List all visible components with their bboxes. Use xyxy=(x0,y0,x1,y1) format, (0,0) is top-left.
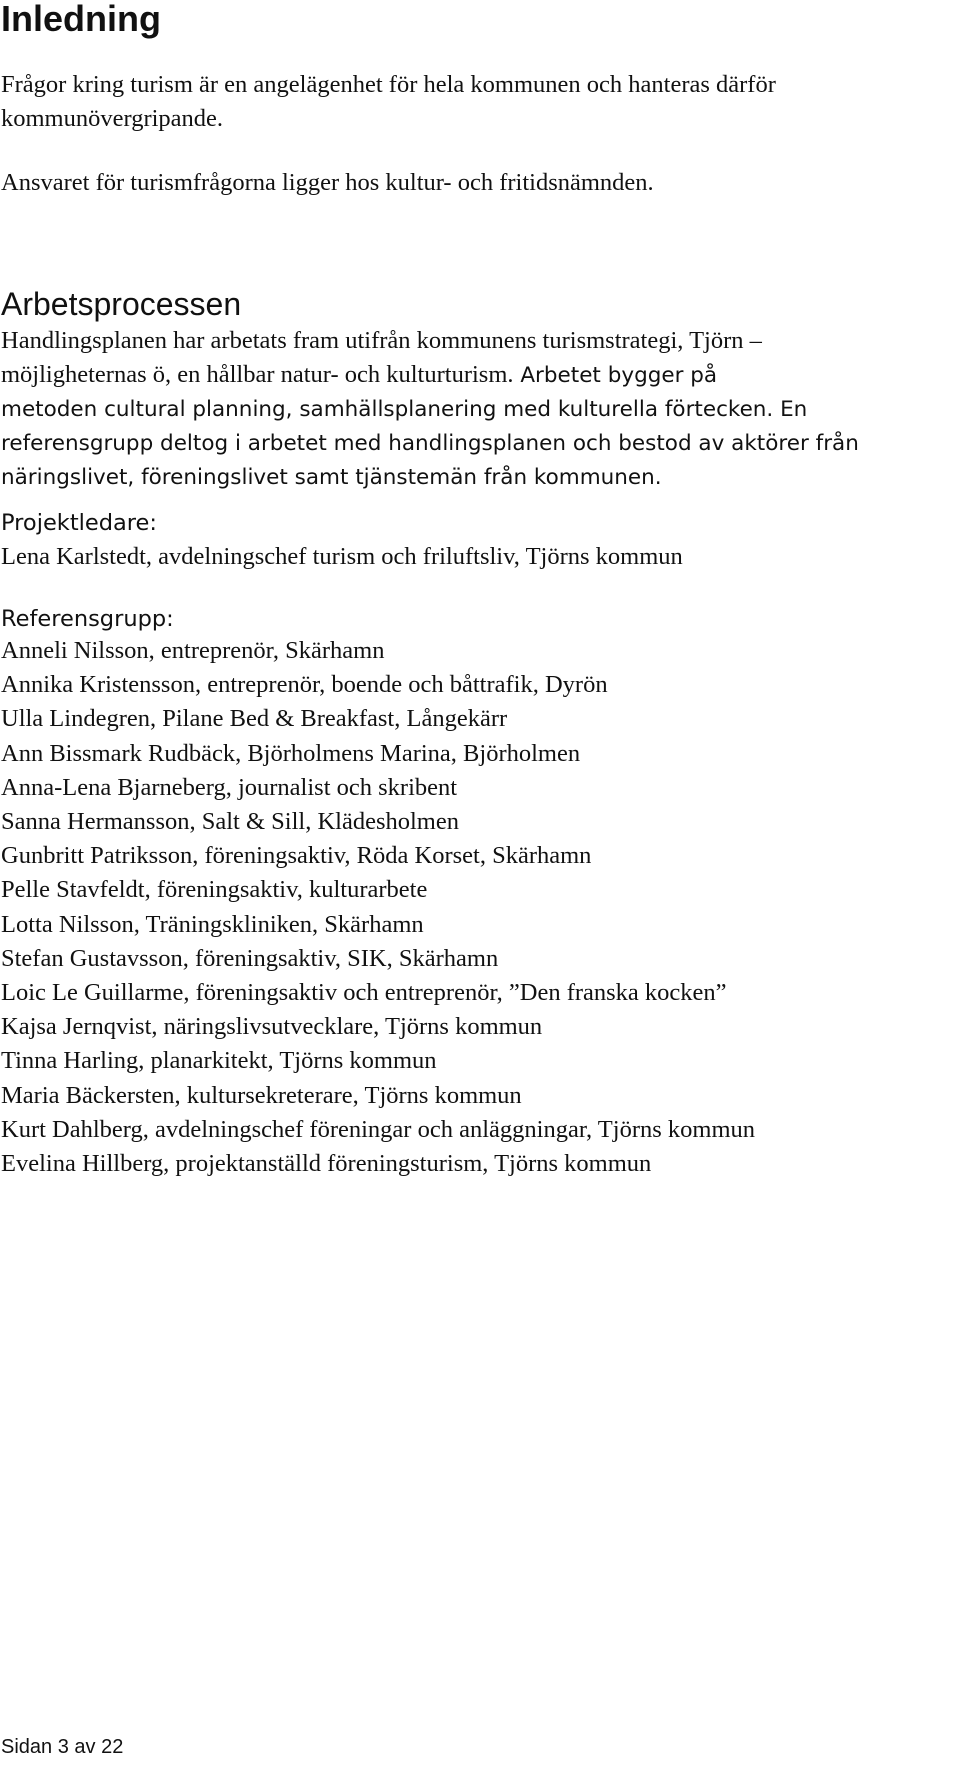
process-line-5: näringslivet, föreningslivet samt tjänstemän från kommunen. xyxy=(1,465,662,490)
process-line-4: referensgrupp deltog i arbetet med handlingsplanen och bestod av aktörer från xyxy=(1,431,859,456)
intro-paragraph-2 xyxy=(1,166,951,200)
list-item: Ulla Lindegren, Pilane Bed & Breakfast, Långekärr xyxy=(1,705,508,733)
list-item: Anna-Lena Bjarneberg, journalist och skribent xyxy=(1,773,458,801)
list-item: Pelle Stavfeldt, föreningsaktiv, kulturarbete xyxy=(1,876,428,904)
list-item: Sanna Hermansson, Salt & Sill, Klädesholmen xyxy=(1,808,459,836)
process-line-3: metoden cultural planning, samhällsplanering med kulturella förtecken. En xyxy=(1,397,808,422)
list-item: Tinna Harling, planarkitekt, Tjörns kommun xyxy=(1,1047,437,1075)
list-item: Stefan Gustavsson, föreningsaktiv, SIK, Skärhamn xyxy=(1,944,499,972)
project-lead-value xyxy=(1,540,951,574)
list-item: Gunbritt Patriksson, föreningsaktiv, Röda Korset, Skärhamn xyxy=(1,842,592,870)
intro-paragraph-1-line-2: kommunövergripande. xyxy=(1,105,224,132)
intro-paragraph-1 xyxy=(1,68,951,136)
list-item: Anneli Nilsson, entreprenör, Skärhamn xyxy=(1,637,385,664)
process-line-2-sans: Arbetet bygger på xyxy=(513,363,718,388)
project-lead-name: Lena Karlstedt, avdelningschef turism och friluftsliv, Tjörns kommun xyxy=(1,543,683,570)
process-paragraph xyxy=(1,324,951,495)
reference-group-list xyxy=(1,634,755,1181)
list-item: Kajsa Jernqvist, näringslivsutvecklare, Tjörns kommun xyxy=(1,1013,543,1041)
list-item: Evelina Hillberg, projektanställd föreningsturism, Tjörns kommun xyxy=(1,1150,652,1178)
intro-paragraph-1-line-1: Frågor kring turism är en angelägenhet för hela kommunen och hanteras därför xyxy=(1,71,776,98)
process-line-1: Handlingsplanen har arbetats fram utifrån kommunens turismstrategi, Tjörn – xyxy=(1,327,762,354)
heading-inledning: Inledning xyxy=(1,0,161,39)
page-number: Sidan 3 av 22 xyxy=(1,1736,124,1758)
list-item: Loic Le Guillarme, föreningsaktiv och entreprenör, ”Den franska kocken” xyxy=(1,979,727,1007)
list-item: Lotta Nilsson, Träningskliniken, Skärhamn xyxy=(1,910,424,938)
project-lead-label: Projektledare: xyxy=(1,510,157,536)
list-item: Maria Bäckersten, kultursekreterare, Tjörns kommun xyxy=(1,1081,522,1109)
heading-arbetsprocessen: Arbetsprocessen xyxy=(1,286,242,322)
list-item: Ann Bissmark Rudbäck, Björholmens Marina, Björholmen xyxy=(1,739,581,767)
process-line-2-serif: möjligheternas ö, en hållbar natur- och kulturturism. xyxy=(1,361,514,388)
process-line-2 xyxy=(1,358,951,393)
list-item: Annika Kristensson, entreprenör, boende och båttrafik, Dyrön xyxy=(1,671,608,699)
intro-paragraph-2-text: Ansvaret för turismfrågorna ligger hos kultur- och fritidsnämnden. xyxy=(1,169,654,196)
list-item: Kurt Dahlberg, avdelningschef föreningar och anläggningar, Tjörns kommun xyxy=(1,1115,756,1143)
reference-group-label: Referensgrupp: xyxy=(1,606,174,632)
